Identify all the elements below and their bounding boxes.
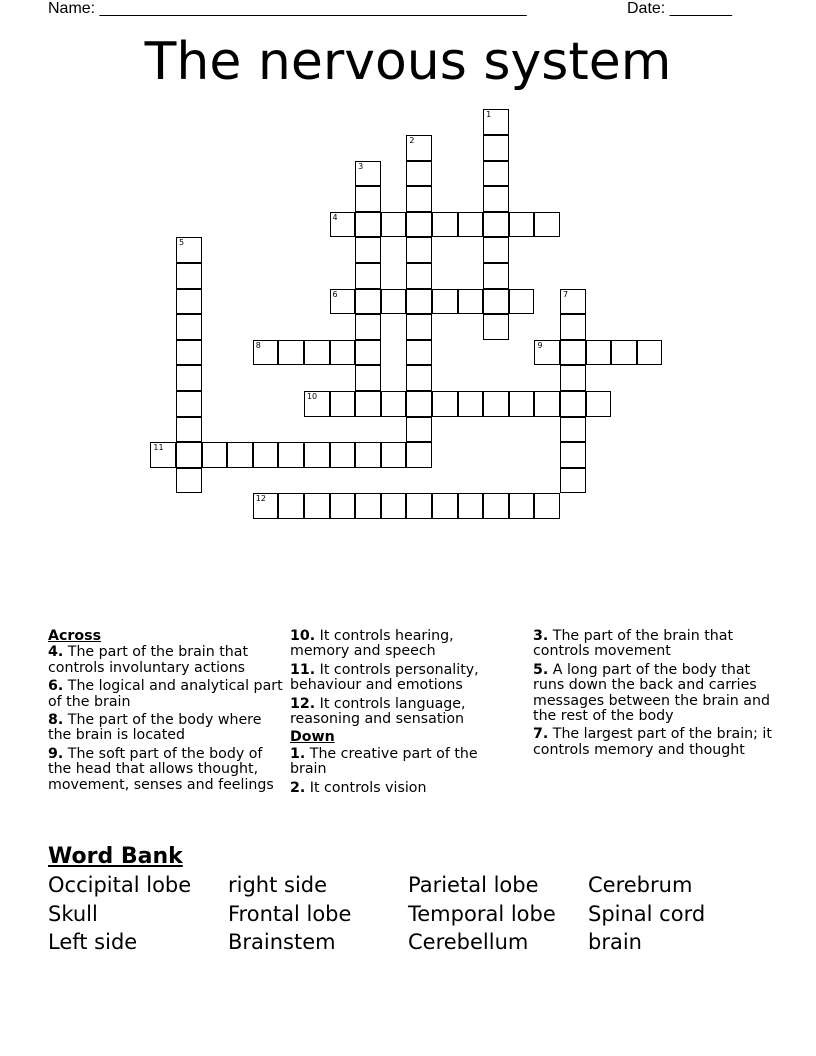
grid-cell[interactable] [534, 493, 560, 519]
grid-cell[interactable] [355, 493, 381, 519]
grid-cell[interactable] [253, 340, 279, 366]
grid-cell[interactable] [534, 212, 560, 238]
grid-cell[interactable] [560, 468, 586, 494]
clue [533, 663, 773, 725]
clue-number: 2. [290, 779, 306, 796]
word-bank-item: brain [588, 930, 642, 954]
grid-cell[interactable] [355, 365, 381, 391]
grid-cell[interactable] [355, 237, 381, 263]
grid-cell[interactable] [176, 314, 202, 340]
clue-text: The part of the brain that controls involuntary actions [48, 644, 249, 676]
grid-cell[interactable] [432, 289, 458, 315]
grid-cell[interactable] [176, 263, 202, 289]
grid-cell[interactable] [483, 391, 509, 417]
grid-cell[interactable] [355, 314, 381, 340]
grid-cell[interactable] [483, 135, 509, 161]
grid-cell[interactable] [560, 391, 586, 417]
grid-cell[interactable] [355, 212, 381, 238]
clue-number: 8. [48, 712, 64, 729]
clue-text: The largest part of the brain; it controls memory and thought [533, 726, 772, 758]
clue-number: 8 [255, 340, 261, 350]
grid-cell[interactable] [483, 493, 509, 519]
clue-number: 6. [48, 678, 64, 695]
grid-cell[interactable] [637, 340, 663, 366]
grid-cell[interactable] [483, 161, 509, 187]
grid-cell[interactable] [304, 493, 330, 519]
grid-cell[interactable] [483, 186, 509, 212]
clue-number: 3 [358, 161, 364, 171]
clue-text: It controls vision [305, 779, 427, 796]
word-bank-item: Spinal cord [588, 902, 706, 926]
grid-cell[interactable] [509, 493, 535, 519]
grid-cell[interactable] [355, 186, 381, 212]
clue-text: The part of the body where the brain is located [48, 712, 262, 744]
grid-cell[interactable] [202, 442, 228, 468]
grid-cell[interactable] [176, 468, 202, 494]
grid-cell[interactable] [560, 417, 586, 443]
grid-cell[interactable] [355, 442, 381, 468]
clue-number: 12. [290, 695, 316, 712]
grid-cell[interactable] [381, 493, 407, 519]
grid-cell[interactable] [432, 212, 458, 238]
grid-cell[interactable] [432, 391, 458, 417]
grid-cell[interactable] [406, 263, 432, 289]
clue [290, 629, 505, 660]
grid-cell[interactable] [176, 365, 202, 391]
clue-number: 7. [533, 726, 549, 743]
grid-cell[interactable] [458, 493, 484, 519]
grid-cell[interactable] [483, 212, 509, 238]
word-bank-item: Frontal lobe [228, 902, 352, 926]
grid-cell[interactable] [483, 289, 509, 315]
grid-cell[interactable] [381, 212, 407, 238]
clues-column-2 [290, 629, 505, 799]
grid-cell[interactable] [406, 365, 432, 391]
clue-number: 11. [290, 661, 316, 678]
grid-cell[interactable] [406, 161, 432, 187]
clue-text: A long part of the body that runs down the back and carries messages between the brain and the rest of the body [533, 661, 770, 725]
grid-cell[interactable] [355, 289, 381, 315]
grid-cell[interactable] [611, 340, 637, 366]
grid-cell[interactable] [355, 161, 381, 187]
grid-cell[interactable] [560, 314, 586, 340]
clue [290, 747, 505, 778]
grid-cell[interactable] [534, 340, 560, 366]
word-bank-item: Occipital lobe [48, 873, 192, 897]
grid-cell[interactable] [560, 340, 586, 366]
clue-number: 9. [48, 745, 64, 762]
clue [48, 713, 288, 744]
clue-number: 10 [306, 391, 318, 401]
grid-cell[interactable] [432, 493, 458, 519]
grid-cell[interactable] [304, 391, 330, 417]
grid-cell[interactable] [534, 391, 560, 417]
across-heading: Across [48, 628, 102, 644]
clue-text: The part of the brain that controls movement [533, 628, 734, 660]
clues-column-3 [533, 629, 773, 761]
grid-cell[interactable] [176, 289, 202, 315]
clue-number: 5 [178, 238, 185, 248]
clue [533, 727, 773, 758]
clue-text: It controls hearing, memory and speech [290, 628, 454, 660]
clue-number: 4 [332, 212, 338, 222]
clue-number: 9 [537, 340, 543, 350]
clue-number: 7 [562, 289, 569, 299]
grid-cell[interactable] [330, 442, 356, 468]
grid-cell[interactable] [458, 212, 484, 238]
grid-cell[interactable] [278, 442, 304, 468]
grid-cell[interactable] [509, 391, 535, 417]
word-bank-item: Left side [48, 930, 138, 954]
grid-cell[interactable] [406, 493, 432, 519]
grid-cell[interactable] [406, 212, 432, 238]
word-bank-item: Cerebellum [408, 930, 529, 954]
word-bank-item: right side [228, 873, 328, 897]
clue-number: 4. [48, 644, 64, 661]
clue-number: 12 [255, 494, 266, 504]
grid-cell[interactable] [560, 289, 586, 315]
grid-cell[interactable] [509, 289, 535, 315]
date-field[interactable]: Date: _______ [627, 0, 732, 17]
grid-cell[interactable] [381, 391, 407, 417]
clue-text: The soft part of the body of the head that allows thought, movement, senses and feelings [48, 745, 274, 793]
grid-cell[interactable] [330, 212, 356, 238]
clue-number: 1 [486, 110, 492, 120]
grid-cell[interactable] [355, 340, 381, 366]
name-field[interactable]: Name: ________________________________________________ [48, 0, 527, 17]
clue-text: It controls language, reasoning and sensation [290, 695, 466, 728]
grid-cell[interactable] [406, 289, 432, 315]
clue-number: 3. [533, 628, 549, 644]
grid-cell[interactable] [458, 289, 484, 315]
clue-number: 5. [533, 661, 549, 678]
clue [290, 663, 505, 694]
grid-cell[interactable] [330, 340, 356, 366]
grid-cell[interactable] [176, 442, 202, 468]
word-bank-item: Brainstem [228, 930, 336, 954]
clue-text: It controls personality, behaviour and emotions [290, 661, 479, 694]
grid-cell[interactable] [176, 391, 202, 417]
grid-cell[interactable] [304, 442, 330, 468]
clue [48, 679, 288, 710]
clue-text: The logical and analytical part of the brain [48, 678, 283, 710]
grid-cell[interactable] [278, 493, 304, 519]
clue-number: 2 [409, 135, 415, 145]
grid-cell[interactable] [381, 442, 407, 468]
page-title: The nervous system [144, 32, 672, 92]
clue [48, 645, 288, 676]
grid-cell[interactable] [560, 442, 586, 468]
clue-number: 6 [332, 289, 338, 299]
grid-cell[interactable] [176, 340, 202, 366]
clues-column-1 [48, 629, 288, 796]
grid-cell[interactable] [176, 417, 202, 443]
grid-cell[interactable] [304, 340, 330, 366]
grid-cell[interactable] [406, 442, 432, 468]
grid-cell[interactable] [406, 135, 432, 161]
clue-number: 1. [290, 745, 306, 762]
grid-cell[interactable] [586, 340, 612, 366]
grid-cell[interactable] [330, 289, 356, 315]
grid-cell[interactable] [483, 237, 509, 263]
grid-cell[interactable] [560, 365, 586, 391]
grid-cell[interactable] [381, 289, 407, 315]
grid-cell[interactable] [483, 314, 509, 340]
grid-cell[interactable] [227, 442, 253, 468]
clue-text: The creative part of the brain [290, 745, 478, 778]
word-bank-item: Skull [48, 902, 98, 926]
grid-cell[interactable] [150, 442, 176, 468]
grid-cell[interactable] [253, 493, 279, 519]
grid-cell[interactable] [176, 237, 202, 263]
grid-cell[interactable] [355, 263, 381, 289]
down-heading: Down [290, 729, 335, 746]
clue-number: 11 [153, 443, 164, 453]
grid-cell[interactable] [330, 493, 356, 519]
word-bank-item: Temporal lobe [408, 902, 556, 926]
word-bank-item: Cerebrum [588, 873, 693, 897]
grid-cell[interactable] [253, 442, 279, 468]
grid-cell[interactable] [406, 417, 432, 443]
clue [533, 629, 773, 660]
grid-cell[interactable] [586, 391, 612, 417]
word-bank-title: Word Bank [48, 844, 183, 869]
clue [290, 697, 505, 728]
grid-cell[interactable] [355, 391, 381, 417]
clue [48, 747, 288, 793]
grid-cell[interactable] [406, 186, 432, 212]
grid-cell[interactable] [483, 109, 509, 135]
grid-cell[interactable] [483, 263, 509, 289]
grid-cell[interactable] [406, 340, 432, 366]
grid-cell[interactable] [509, 212, 535, 238]
word-bank-item: Parietal lobe [408, 873, 539, 897]
grid-cell[interactable] [458, 391, 484, 417]
grid-cell[interactable] [406, 391, 432, 417]
grid-cell[interactable] [406, 237, 432, 263]
clue-number: 10. [290, 628, 316, 644]
grid-cell[interactable] [330, 391, 356, 417]
grid-cell[interactable] [278, 340, 304, 366]
clue [290, 781, 505, 796]
grid-cell[interactable] [406, 314, 432, 340]
